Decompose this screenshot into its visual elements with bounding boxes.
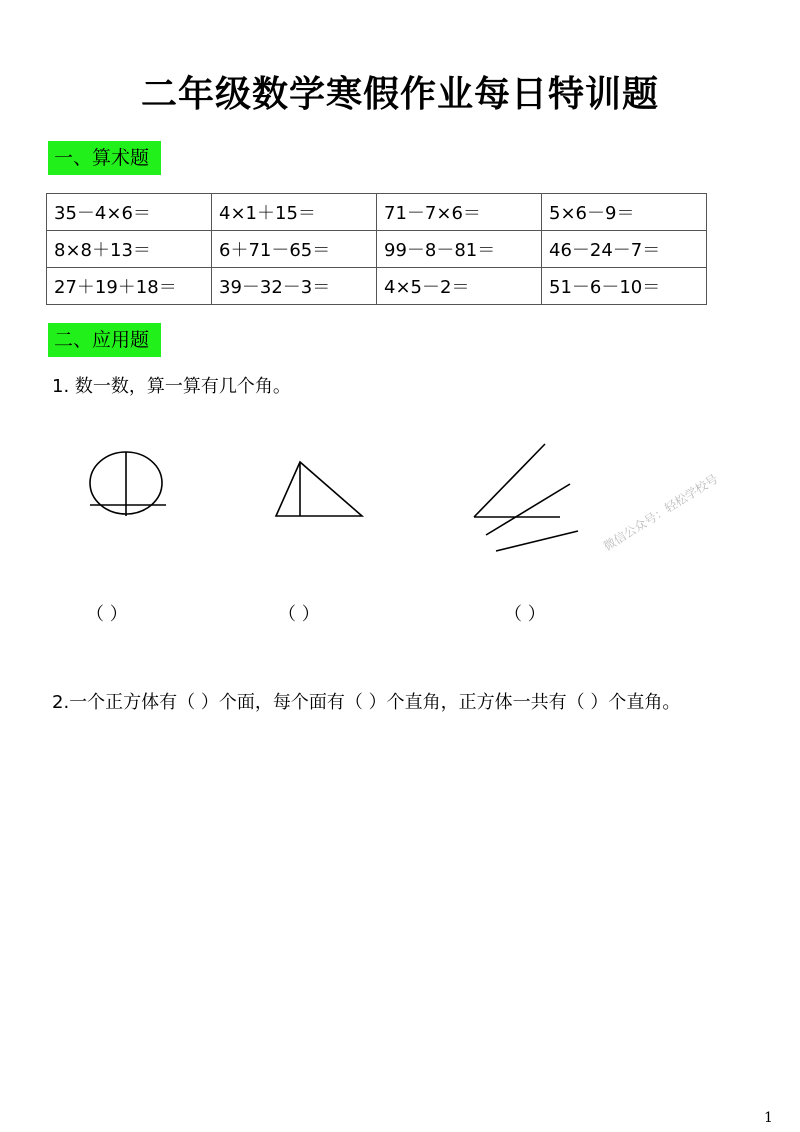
arithmetic-cell: 5×6－9＝ [542, 194, 707, 231]
arithmetic-cell: 8×8＋13＝ [47, 231, 212, 268]
page-title: 二年级数学寒假作业每日特训题 [140, 74, 659, 115]
arithmetic-cell: 99－8－81＝ [377, 231, 542, 268]
answer-blank-2: （ ） [278, 604, 320, 625]
table-row [47, 194, 707, 231]
arithmetic-table [46, 193, 707, 305]
question-2-text: 2.一个正方体有（ ）个面，每个面有（ ）个直角，正方体一共有（ ）个直角。 [52, 692, 681, 713]
table-row [47, 268, 707, 305]
arithmetic-cell: 46－24－7＝ [542, 231, 707, 268]
triangle-shape [276, 462, 362, 516]
answer-blank-3: （ ） [504, 604, 546, 625]
arithmetic-cell: 71－7×6＝ [377, 194, 542, 231]
circle-figure [80, 445, 180, 525]
section-heading-arithmetic: 一、算术题 [48, 141, 161, 175]
question-1-text: 1. 数一数，算一算有几个角。 [52, 376, 291, 397]
arithmetic-cell: 4×1＋15＝ [212, 194, 377, 231]
triangle-figure [270, 458, 370, 524]
arithmetic-cell: 4×5－2＝ [377, 268, 542, 305]
page-number: 1 [764, 1110, 773, 1126]
table-row [47, 231, 707, 268]
arithmetic-cell: 39－32－3＝ [212, 268, 377, 305]
arithmetic-cell: 6＋71－65＝ [212, 231, 377, 268]
lines-figure [468, 438, 588, 558]
watermark: 微信公众号：轻松学校号 [601, 471, 721, 554]
arithmetic-cell: 51－6－10＝ [542, 268, 707, 305]
arithmetic-cell: 27＋19＋18＝ [47, 268, 212, 305]
answer-blank-1: （ ） [86, 604, 128, 625]
arithmetic-cell: 35－4×6＝ [47, 194, 212, 231]
line-4 [496, 531, 578, 551]
section-heading-application: 二、应用题 [48, 323, 161, 357]
